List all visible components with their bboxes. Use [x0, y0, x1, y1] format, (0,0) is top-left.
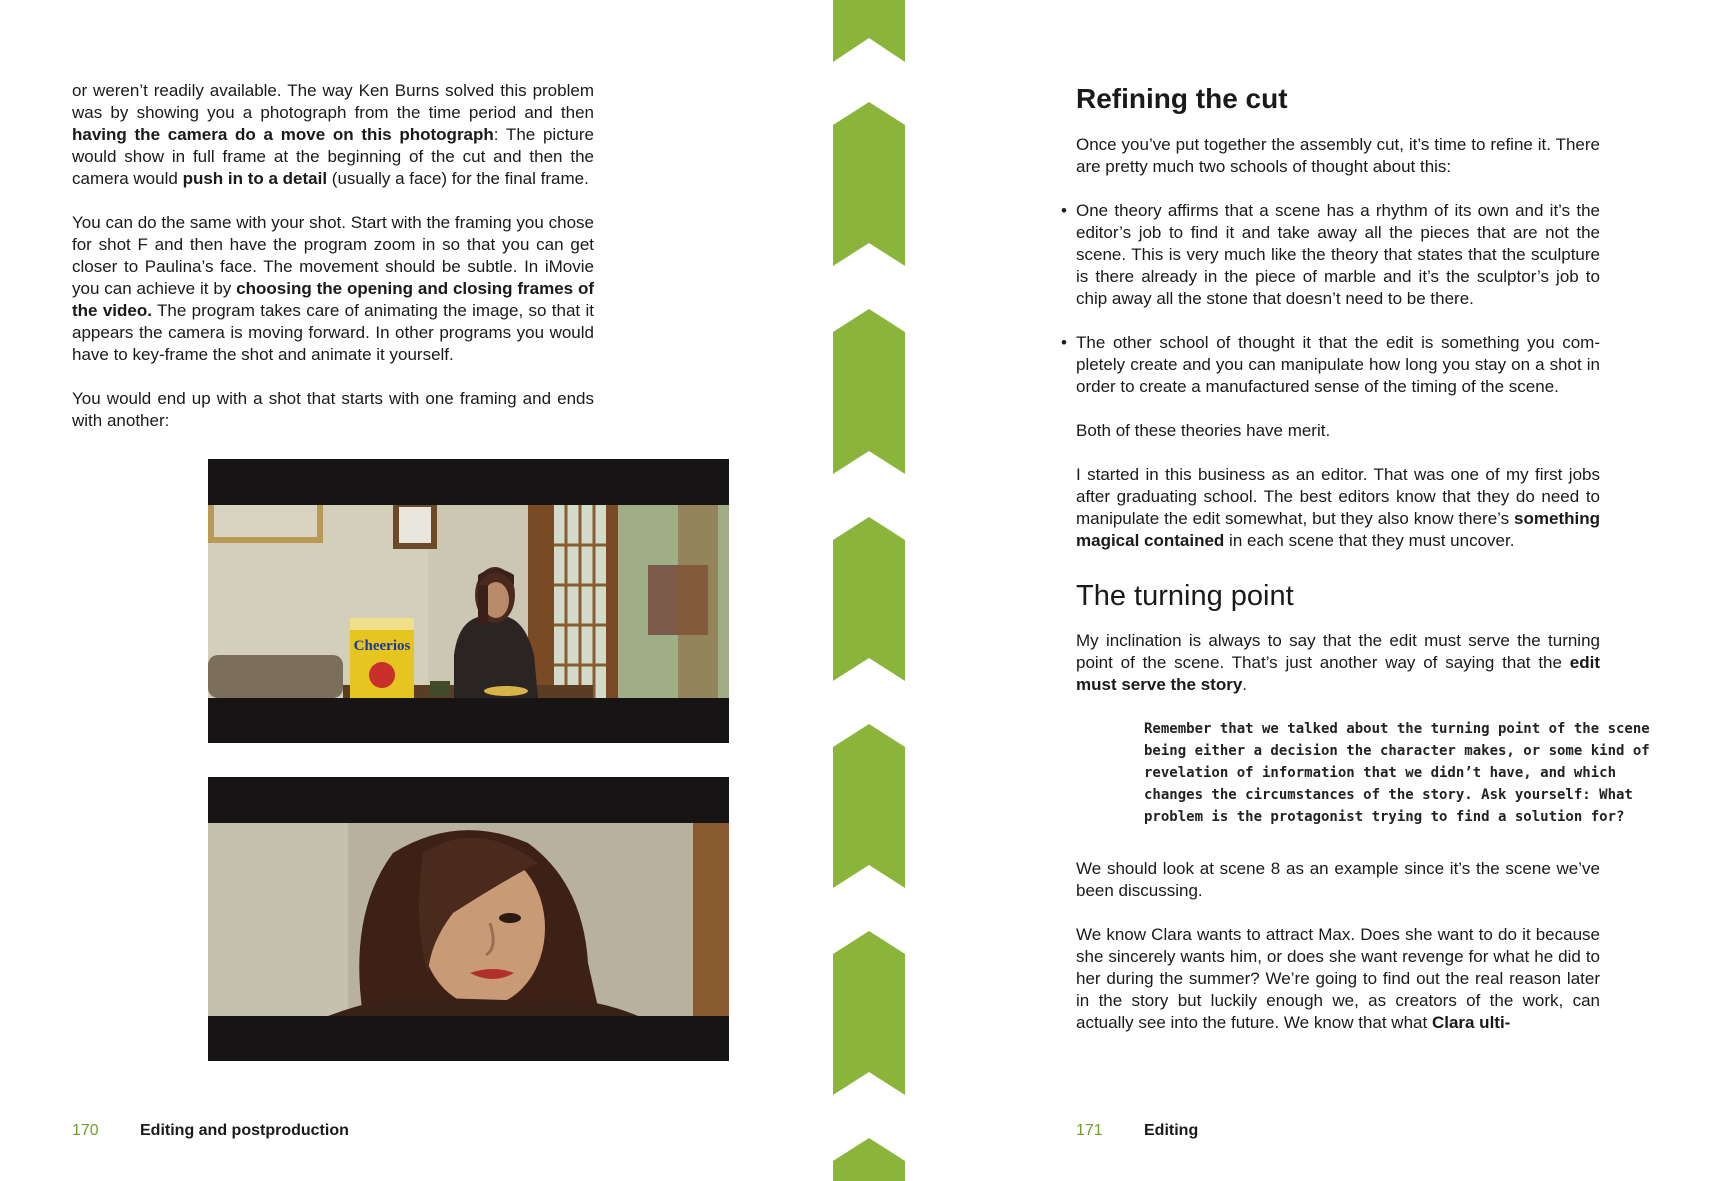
list-item: • One theory affirms that a scene has a rhythm of its own and it’s the editor’s job to find it and take away all the pieces that are not the scene. This is very much like the theory that states that the sculpture is there already in the piece of marble and it’s the sculptor’s job to chip away all the stone that doesn’t need to be there. [1076, 200, 1600, 310]
paragraph-same-with-shot [72, 212, 594, 366]
paragraph-editor [1076, 464, 1600, 552]
chevron-shape [833, 309, 905, 474]
theories-list [1076, 200, 1600, 398]
running-title-left: Editing and postproduction [140, 1122, 349, 1139]
text-run: We know Clara wants to attract Max. Does she want to do it because she sincerely wants him, or does she want revenge for what he did to her during the summer? We’re going to find out the real reason later in the story but luckily enough we, as creators of the work, can actually see into the future. We know that what [1076, 925, 1600, 1032]
right-footer [1076, 1122, 1198, 1140]
chevron-shape [833, 1138, 905, 1181]
chevron-shape [833, 102, 905, 266]
closeup-shot-photo [208, 777, 729, 1061]
text-run: You can do the same with your shot. Start with the framing you chose for shot F and then have the program zoom in so that you can get closer to Paulina’s face. The movement should be subtle. In iMovie you can achieve it by [72, 213, 594, 298]
page-number-right: 171 [1076, 1122, 1103, 1139]
text-run: My inclination is always to say that the edit must serve the turning point of the scene. That’s just another way of saying that the [1076, 631, 1600, 672]
bold-text-run: having the camera do a move on this photograph [72, 125, 494, 144]
text-run: (usually a face) for the final frame. [327, 169, 589, 188]
chevron-shape [833, 0, 905, 62]
running-title-right: Editing [1144, 1122, 1199, 1139]
text-run: or weren’t readily available. The way Ken Burns solved this problem was by showing you a photograph from the time period and then [72, 81, 594, 122]
bold-text-run: edit must serve the story [1076, 653, 1600, 694]
chevron-shape [833, 931, 905, 1095]
cereal-box-label: Cheerios [353, 638, 411, 654]
paragraph-ken-burns [72, 80, 594, 190]
heading-turning-point: The turning point [1076, 580, 1294, 612]
paragraph-turning-point [1076, 630, 1600, 696]
right-page-body [1076, 80, 1650, 1056]
text-run: I started in this business as an editor. That was one of my first jobs after graduating school. The best editors know that they do need to manipulate the edit somewhat, but they also know there’s [1076, 465, 1600, 528]
paragraph-clara [1076, 924, 1600, 1034]
bold-text-run: something magical contained [1076, 509, 1600, 550]
left-page-body [72, 80, 594, 454]
text-run: . [1242, 675, 1248, 694]
paragraph-intro: Once you’ve put together the assembly cut, it’s time to refine it. There are pretty much two schools of thought about this: [1076, 135, 1600, 176]
closeup-shot-illustration [208, 823, 729, 1016]
paragraph-end-up [72, 388, 594, 432]
bold-text-run: Clara ulti- [1431, 1013, 1511, 1032]
left-footer [72, 1122, 349, 1140]
page-number-left: 170 [72, 1122, 99, 1139]
chevron-shape [833, 724, 905, 888]
paragraph-merit: Both of these theories have merit. [1076, 421, 1331, 440]
bold-text-run: push in to a detail [182, 169, 328, 188]
list-item: • The other school of thought it that the edit is something you completely create and you can manipulate how long you stay on a shot in order to create a manufactured sense of the timing of the scene. [1076, 332, 1600, 398]
wide-shot-photo [208, 459, 729, 743]
green-chevron-ribbon [833, 0, 905, 1181]
bold-text-run: choosing the opening and closing frames of the video. [72, 279, 595, 320]
pull-quote: Remember that we talked about the turning point of the scene being either a decision the character makes, or some kind of revelation of information that we didn’t have, and which changes the circumstances of the story. Ask yourself: What problem is the protagonist trying to find a solution for? [1144, 721, 1650, 825]
text-run: : The picture would show in full frame at the beginning of the cut and then the camera would [72, 125, 594, 188]
chevron-shape [833, 517, 905, 681]
text-run: The program takes care of animating the image, so that it appears the camera is moving forward. In other programs you would have to key-frame the shot and animate it yourself. [72, 301, 594, 364]
heading-refining-the-cut: Refining the cut [1076, 83, 1288, 114]
text-run: in each scene that they must uncover. [1224, 531, 1515, 550]
text-run: You would end up with a shot that starts with one framing and ends with another: [72, 389, 594, 430]
paragraph-scene-8: We should look at scene 8 as an example since it’s the scene we’ve been discussing. [1076, 859, 1600, 900]
wide-shot-illustration [208, 505, 729, 698]
